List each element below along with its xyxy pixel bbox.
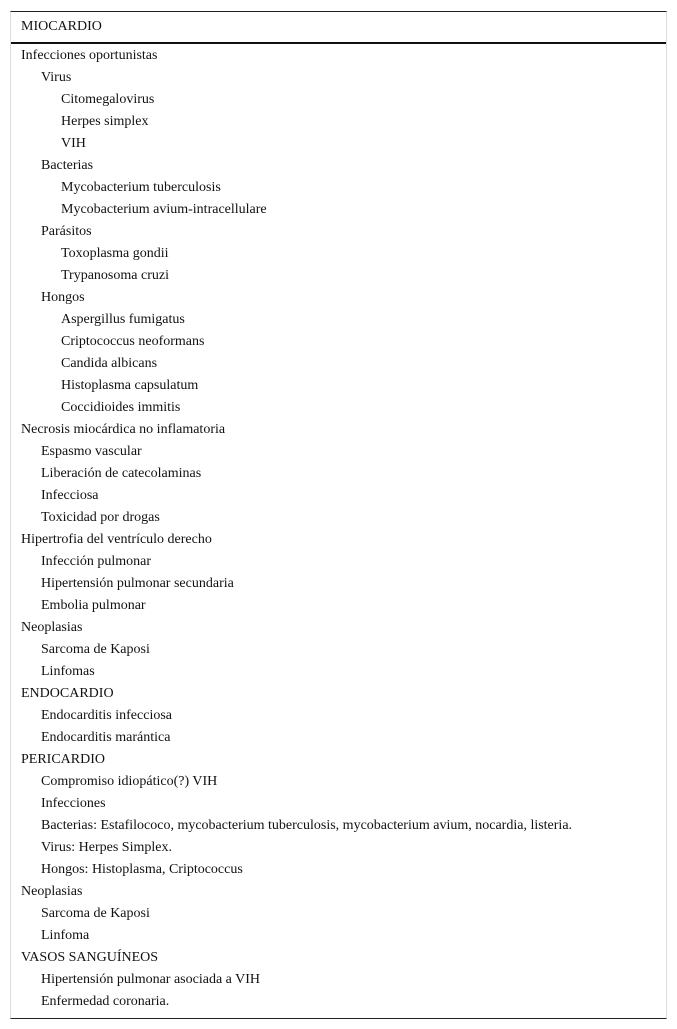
item-row: Criptococcus neoformans bbox=[61, 334, 205, 349]
subcategory-row: Bacterias: Estafilococo, mycobacterium tuberculosis, mycobacterium avium, nocardia, listeria. bbox=[41, 818, 573, 833]
subcategory-row: Sarcoma de Kaposi bbox=[41, 642, 150, 657]
section-row: Necrosis miocárdica no inflamatoria bbox=[21, 422, 226, 437]
subcategory-row: Bacterias bbox=[41, 158, 94, 173]
subcategory-row: Linfomas bbox=[41, 664, 95, 679]
subcategory-row: Sarcoma de Kaposi bbox=[41, 906, 150, 921]
item-row: Histoplasma capsulatum bbox=[61, 378, 199, 393]
subcategory-row: Toxicidad por drogas bbox=[41, 510, 160, 525]
section-row: Hipertrofia del ventrículo derecho bbox=[21, 532, 212, 547]
subcategory-row: Endocarditis marántica bbox=[41, 730, 171, 745]
subcategory-row: Enfermedad coronaria. bbox=[41, 994, 170, 1009]
subcategory-row: Hipertensión pulmonar secundaria bbox=[41, 576, 234, 591]
subcategory-row: Virus bbox=[41, 70, 72, 85]
item-row: Herpes simplex bbox=[61, 114, 149, 129]
section-row: Neoplasias bbox=[21, 620, 83, 635]
item-row: Coccidioides immitis bbox=[61, 400, 181, 415]
section-row: PERICARDIO bbox=[21, 752, 106, 767]
subcategory-row: Espasmo vascular bbox=[41, 444, 142, 459]
item-row: Mycobacterium avium-intracellulare bbox=[61, 202, 267, 217]
subcategory-row: Linfoma bbox=[41, 928, 90, 943]
item-row: Toxoplasma gondii bbox=[61, 246, 169, 261]
table-body bbox=[11, 44, 666, 1018]
item-row: VIH bbox=[61, 136, 86, 151]
subcategory-row: Compromiso idiopático(?) VIH bbox=[41, 774, 218, 789]
item-row: Aspergillus fumigatus bbox=[61, 312, 185, 327]
subcategory-row: Endocarditis infecciosa bbox=[41, 708, 173, 723]
item-row: Mycobacterium tuberculosis bbox=[61, 180, 221, 195]
subcategory-row: Infecciones bbox=[41, 796, 106, 811]
subcategory-row: Hongos bbox=[41, 290, 85, 305]
subcategory-row: Embolia pulmonar bbox=[41, 598, 146, 613]
item-row: Trypanosoma cruzi bbox=[61, 268, 169, 283]
section-row: Neoplasias bbox=[21, 884, 83, 899]
item-row: Candida albicans bbox=[61, 356, 158, 371]
subcategory-row: Virus: Herpes Simplex. bbox=[41, 840, 172, 855]
section-row: Infecciones oportunistas bbox=[21, 48, 158, 63]
subcategory-row: Hongos: Histoplasma, Criptococcus bbox=[41, 862, 243, 877]
subcategory-row: Liberación de catecolaminas bbox=[41, 466, 202, 481]
subcategory-row: Infección pulmonar bbox=[41, 554, 152, 569]
section-row: VASOS SANGUÍNEOS bbox=[21, 950, 159, 965]
classification-table bbox=[10, 11, 667, 1019]
subcategory-row: Hipertensión pulmonar asociada a VIH bbox=[41, 972, 261, 987]
subcategory-row: Parásitos bbox=[41, 224, 92, 239]
section-row: ENDOCARDIO bbox=[21, 686, 114, 701]
table-header: MIOCARDIO bbox=[11, 12, 666, 44]
item-row: Citomegalovirus bbox=[61, 92, 155, 107]
subcategory-row: Infecciosa bbox=[41, 488, 99, 503]
